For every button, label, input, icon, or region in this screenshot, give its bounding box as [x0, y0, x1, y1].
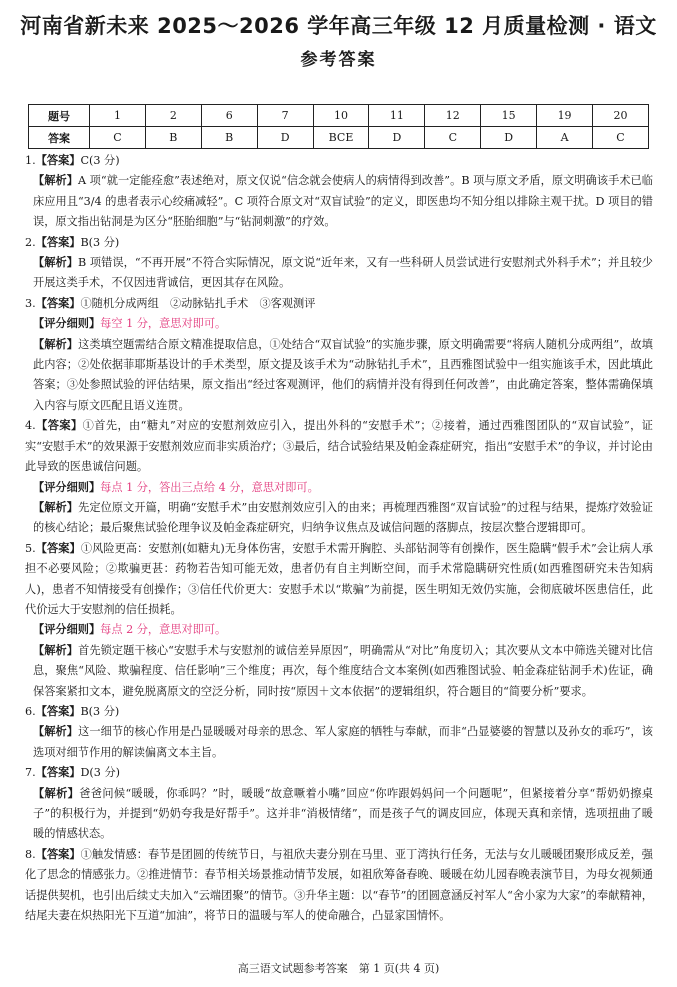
item-tag: 【解析】 — [33, 786, 80, 800]
item-tag: 【解析】 — [33, 256, 79, 270]
analysis-paragraph — [25, 498, 653, 539]
item-text: 这一细节的核心作用是凸显暖暖对母亲的思念、军人家庭的牺牲与奉献，而非“凸显婆婆的智慧以及孙女的乖巧”，该选项对细节作用的解读偏离文本主旨。 — [33, 725, 653, 759]
answer-cell: C — [593, 127, 649, 149]
answer-line — [25, 233, 653, 253]
answer-line — [25, 702, 653, 722]
scoring-text: 每空 1 分，意思对即可。 — [100, 317, 227, 331]
item-tag: 【解析】 — [33, 500, 79, 514]
item-tag: 【答案】 — [35, 419, 83, 433]
item-tag: 【评分细则】 — [33, 317, 101, 331]
item-text: ①风险更高：安慰剂(如糖丸)无身体伤害，安慰手术需开胸腔、头部钻洞等有创操作，医生隐瞒“假手术”会让病人承担不必要风险；②欺骗更甚：药物若告知可能无效，患者仍有自主判断空间，而手术常隐瞒研究性质(如西雅图研究未告知病人)，患者不知情接受有创操作；③信任代价更大：安慰手术以“欺骗”为前提，医生明知无效仍实施，会彻底破坏医患信任，此代价远大于安慰剂的信任损耗。 — [25, 541, 653, 616]
item-number: 2. — [25, 235, 36, 249]
item-tag: 【答案】 — [35, 766, 81, 780]
item-text: B 项错误，“不再开展”不符合实际情况，原文说“近年来，又有一些科研人员尝试进行安慰剂式外科手术”；并且较少开展这类手术，不仅因违背诚信，更因其存在风险。 — [33, 256, 653, 290]
analysis-paragraph — [25, 253, 653, 294]
scoring-rule — [25, 620, 653, 640]
item-tag: 【评分细则】 — [33, 623, 101, 637]
analysis-paragraph — [25, 335, 653, 417]
answer-cell: C — [425, 127, 481, 149]
scoring-text: 每点 2 分，意思对即可。 — [100, 623, 227, 637]
analysis-paragraph — [25, 722, 653, 763]
item-text: B(3 分) — [80, 704, 120, 718]
page-footer: 高三语文试题参考答案 第 1 页(共 4 页) — [237, 962, 440, 975]
answer-line — [25, 763, 653, 783]
table-row-questions — [29, 105, 649, 127]
item-tag: 【答案】 — [35, 235, 81, 249]
answer-line — [25, 151, 653, 171]
question-number: 19 — [537, 105, 593, 127]
item-text: ①首先，由“糖丸”对应的安慰剂效应引入，提出外科的“安慰手术”；②接着，通过西雅图团队的“双盲试验”，证实“安慰手术”的效果源于安慰剂效应而非实质治疗；③最后，结合试验结果及帕金森症研究，指出“安慰手术”的争议，并讨论由此导致的医患诚信问题。 — [25, 419, 653, 474]
answer-line — [25, 416, 653, 477]
answer-cell: B — [201, 127, 257, 149]
answer-cell: BCE — [313, 127, 369, 149]
answer-explanations — [25, 151, 653, 926]
question-number: 1 — [90, 105, 146, 127]
item-tag: 【答案】 — [35, 154, 81, 167]
answer-cell: C — [90, 127, 146, 149]
answer-line — [25, 845, 653, 927]
question-number: 2 — [145, 105, 201, 127]
item-text: 爸爸问候“暖暖，你乖吗？”时，暖暖“故意噘着小嘴”回应“你咋跟妈妈问一个问题呢”，但紧接着分享“帮奶奶擦桌子”的积极行为，并提到“奶奶夸我是好帮手”。这并非“消极情绪”，而是孩子气的调皮回应，体现天真和亲情，选项扭曲了暖暖的情感状态。 — [33, 786, 653, 841]
item-text: ①随机分成两组 ②动脉钻扎手术 ③客观测评 — [80, 296, 316, 310]
question-number: 7 — [257, 105, 313, 127]
analysis-paragraph — [25, 784, 653, 845]
answer-cell: D — [481, 127, 537, 149]
analysis-paragraph — [25, 641, 653, 702]
answer-cell: A — [537, 127, 593, 149]
question-number: 20 — [593, 105, 649, 127]
answer-line — [25, 539, 653, 621]
item-tag: 【答案】 — [35, 704, 81, 718]
question-number: 6 — [201, 105, 257, 127]
item-number: 3. — [25, 296, 36, 310]
item-number: 4. — [25, 419, 36, 433]
item-text: ①触发情感：春节是团圆的传统节日，与祖欣夫妻分别在马里、亚丁湾执行任务，无法与女儿暖暖团聚形成反差，强化了思念的情感张力。②推进情节：春节相关场景推动情节发展，如祖欣筹备春晚、暖暖在幼儿园春晚表演节目，为母女视频通话提供契机，也引出后续丈夫加入“云端团聚”的情节。③升华主题：以“春节”的团圆意涵反衬军人“舍小家为大家”的奉献精神，结尾夫妻在炽热阳光下互道“加油”，将节日的温暖与军人的使命融合，凸显家国情怀。 — [25, 847, 653, 923]
row-label-question: 题号 — [29, 105, 90, 127]
page-subtitle: 参考答案 — [300, 50, 377, 70]
item-tag: 【答案】 — [35, 847, 81, 861]
question-number: 15 — [481, 105, 537, 127]
answer-cell: D — [369, 127, 425, 149]
table-row-answers — [29, 127, 649, 149]
item-tag: 【评分细则】 — [33, 480, 101, 494]
item-text: B(3 分) — [80, 235, 120, 249]
item-number: 1. — [25, 154, 36, 167]
item-number: 7. — [25, 766, 36, 780]
scoring-text: 每点 1 分，答出三点给 4 分，意思对即可。 — [100, 480, 319, 494]
question-number: 12 — [425, 105, 481, 127]
item-number: 8. — [25, 847, 36, 861]
answer-line — [25, 294, 653, 314]
analysis-paragraph — [25, 171, 653, 232]
answer-table — [28, 104, 649, 149]
answer-cell: B — [145, 127, 201, 149]
item-tag: 【答案】 — [35, 296, 81, 310]
item-text: C(3 分) — [80, 154, 120, 167]
scoring-rule — [25, 314, 653, 334]
item-text: 这类填空题需结合原文精准提取信息，①处结合“双盲试验”的实施步骤，原文明确需要“将病人随机分成两组”，故填此内容；②处依据菲耶斯基设计的手术类型，原文提及该手术为“动脉钻扎手术”，且西雅图试验中一组实施该手术，因此填此答案；③处参照试验的评估结果，原文指出“经过客观测评，他们的病情并没有得到任何改善”，由此确定答案，整体需确保填入内容与原文匹配且语义连贯。 — [33, 337, 653, 412]
item-number: 6. — [25, 704, 36, 718]
item-text: 先定位原文开篇，明确“安慰手术”由安慰剂效应引入的由来；再梳理西雅图“双盲试验”的过程与结果，提炼疗效验证的核心结论；最后聚焦试验伦理争议及帕金森症研究，归纳争议焦点及诚信问题的落脚点，按层次整合逻辑即可。 — [33, 500, 653, 535]
page-title: 河南省新未来 2025～2026 学年高三年级 12 月质量检测 · 语文 — [20, 14, 657, 38]
item-text: D(3 分) — [80, 766, 121, 780]
item-tag: 【解析】 — [33, 337, 79, 351]
item-tag: 【答案】 — [35, 541, 81, 555]
item-text: 首先锁定题干核心“安慰手术与安慰剂的诚信差异原因”，明确需从“对比”角度切入；其次要从文本中筛选关键对比信息，聚焦“风险、欺骗程度、信任影响”三个维度；再次，每个维度结合文本案例(如西雅图试验、帕金森症钻洞手术)佐证，确保答案紧扣文本，避免脱离原文的空泛分析，同时按“原因＋文本依据”的逻辑组织，符合题目的“简要分析”要求。 — [33, 643, 653, 698]
item-tag: 【解析】 — [33, 725, 79, 739]
item-tag: 【解析】 — [33, 174, 78, 188]
question-number: 10 — [313, 105, 369, 127]
scoring-rule — [25, 478, 653, 498]
row-label-answer: 答案 — [29, 127, 90, 149]
answer-cell: D — [257, 127, 313, 149]
item-text: A 项“就一定能痊愈”表述绝对，原文仅说“信念就会使病人的病情得到改善”。B 项与原文矛盾，原文明确该手术已临床应用且“3/4 的患者表示心绞痛减轻”。C 项符合原文对“双盲试验”的定义，即医患均不知分组以排除主观干扰。D 项目的错误，原文指出钻洞是为区分“胚胎细胞”与“钻洞刺激”的疗效。 — [33, 174, 653, 229]
item-tag: 【解析】 — [33, 643, 79, 657]
question-number: 11 — [369, 105, 425, 127]
item-number: 5. — [25, 541, 36, 555]
